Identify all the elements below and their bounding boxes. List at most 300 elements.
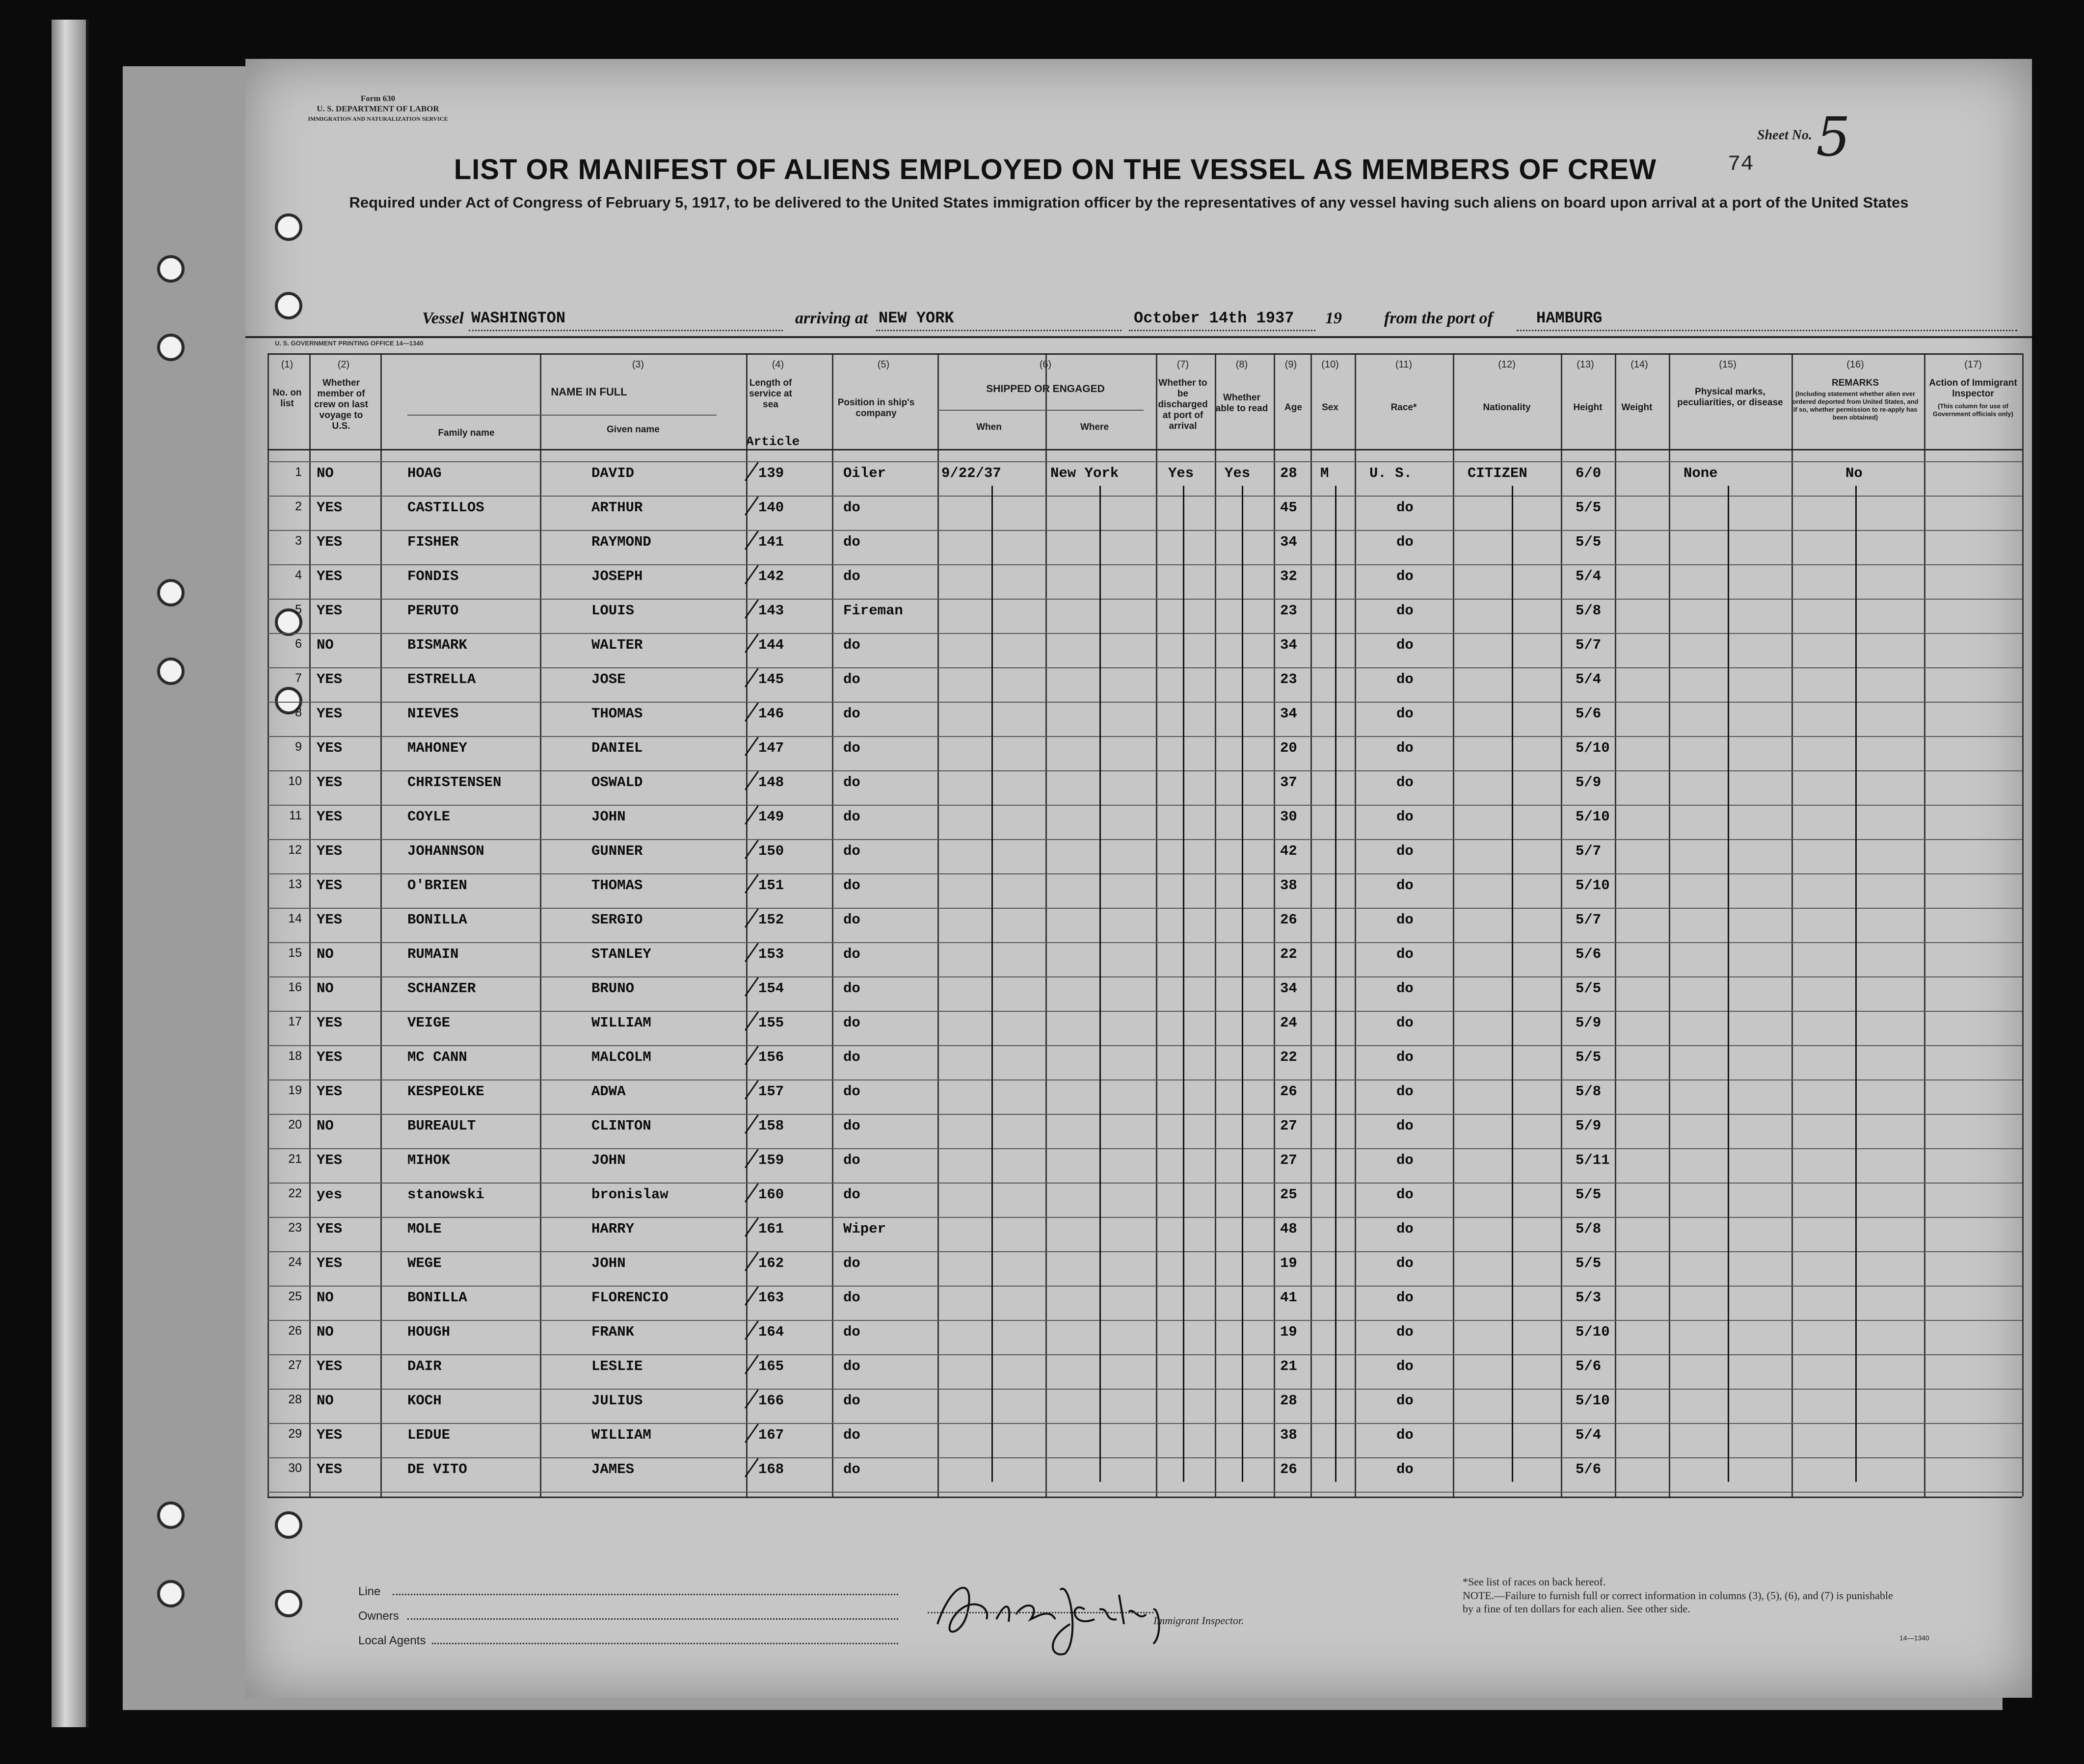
shipped-where: New York bbox=[1050, 465, 1119, 481]
ditto-stroke bbox=[991, 486, 993, 1482]
family-name: MC CANN bbox=[407, 1049, 467, 1065]
given-name: JOHN bbox=[591, 1255, 626, 1271]
row-number: 26 bbox=[288, 1324, 302, 1338]
row-rule bbox=[267, 496, 2022, 497]
member-last-voyage: YES bbox=[317, 534, 343, 550]
local-agents-field bbox=[432, 1643, 898, 1644]
given-name: STANLEY bbox=[591, 946, 651, 962]
column-number: (9) bbox=[1284, 359, 1297, 370]
family-name: ESTRELLA bbox=[407, 671, 476, 687]
row-number: 22 bbox=[288, 1186, 302, 1200]
age: 37 bbox=[1280, 774, 1297, 790]
race: do bbox=[1396, 1221, 1414, 1237]
column-rule bbox=[1791, 353, 1793, 1497]
family-name: FISHER bbox=[407, 534, 459, 550]
column-number: (1) bbox=[281, 359, 294, 370]
member-last-voyage: YES bbox=[317, 1152, 343, 1168]
family-name: RUMAIN bbox=[407, 946, 459, 962]
nationality: CITIZEN bbox=[1468, 465, 1527, 481]
position: do bbox=[843, 637, 860, 653]
punch-hole bbox=[157, 579, 185, 606]
given-name: JULIUS bbox=[591, 1393, 643, 1409]
vessel-label: Vessel bbox=[422, 309, 464, 327]
sex: M bbox=[1320, 465, 1329, 481]
column-rule bbox=[309, 353, 311, 1497]
article-number: 156 bbox=[758, 1049, 784, 1065]
member-last-voyage: YES bbox=[317, 603, 343, 619]
column-rule bbox=[1453, 353, 1454, 1497]
given-name: JAMES bbox=[591, 1461, 635, 1477]
ditto-stroke bbox=[1512, 486, 1513, 1482]
given-name: JOSE bbox=[591, 671, 626, 687]
row-rule bbox=[267, 564, 2022, 565]
age: 20 bbox=[1280, 740, 1297, 756]
position: do bbox=[843, 706, 860, 722]
line-field bbox=[393, 1594, 898, 1595]
given-name: WILLIAM bbox=[591, 1015, 651, 1031]
row-number: 16 bbox=[288, 980, 302, 994]
punch-hole bbox=[275, 213, 302, 241]
article-number: 160 bbox=[758, 1186, 784, 1203]
race: do bbox=[1396, 1358, 1414, 1374]
row-number: 28 bbox=[288, 1393, 302, 1406]
given-name: BRUNO bbox=[591, 980, 635, 997]
hdr-no-on-list: No. on list bbox=[272, 388, 302, 409]
row-number: 23 bbox=[288, 1221, 302, 1235]
given-name: bronislaw bbox=[591, 1186, 668, 1203]
header-top-rule bbox=[267, 353, 2022, 355]
row-rule bbox=[267, 1354, 2022, 1355]
member-last-voyage: NO bbox=[317, 637, 334, 653]
hdr-when: When bbox=[976, 422, 1002, 432]
local-agents-label: Local Agents bbox=[358, 1634, 426, 1647]
member-last-voyage: YES bbox=[317, 1255, 343, 1271]
family-name: SCHANZER bbox=[407, 980, 476, 997]
race: do bbox=[1396, 1324, 1414, 1340]
punch-hole bbox=[157, 1501, 185, 1529]
article-number: 154 bbox=[758, 980, 784, 997]
arrival-date: October 14th 1937 bbox=[1134, 309, 1294, 327]
given-name: WALTER bbox=[591, 637, 643, 653]
article-number: 146 bbox=[758, 706, 784, 722]
height: 5/10 bbox=[1576, 877, 1610, 894]
position: do bbox=[843, 1255, 860, 1271]
height: 6/0 bbox=[1576, 465, 1602, 481]
family-name: MAHONEY bbox=[407, 740, 467, 756]
height: 5/8 bbox=[1576, 1083, 1602, 1100]
given-name: JOHN bbox=[591, 809, 626, 825]
row-rule bbox=[267, 942, 2022, 943]
family-name: KOCH bbox=[407, 1393, 442, 1409]
row-rule bbox=[267, 1423, 2022, 1424]
member-last-voyage: NO bbox=[317, 1324, 334, 1340]
height: 5/6 bbox=[1576, 946, 1602, 962]
given-name: DAVID bbox=[591, 465, 635, 481]
row-rule bbox=[267, 805, 2022, 806]
member-last-voyage: YES bbox=[317, 500, 343, 516]
member-last-voyage: NO bbox=[317, 465, 334, 481]
page-number: 74 bbox=[1728, 152, 1754, 177]
age: 22 bbox=[1280, 1049, 1297, 1065]
column-number: (5) bbox=[877, 359, 890, 370]
position: do bbox=[843, 809, 860, 825]
position: do bbox=[843, 1393, 860, 1409]
given-name: DANIEL bbox=[591, 740, 643, 756]
member-last-voyage: YES bbox=[317, 877, 343, 894]
family-name: FONDIS bbox=[407, 568, 459, 584]
family-name: HOUGH bbox=[407, 1324, 451, 1340]
race: do bbox=[1396, 1015, 1414, 1031]
race: do bbox=[1396, 1152, 1414, 1168]
member-last-voyage: YES bbox=[317, 1083, 343, 1100]
height: 5/8 bbox=[1576, 1221, 1602, 1237]
member-last-voyage: YES bbox=[317, 774, 343, 790]
family-name: BUREAULT bbox=[407, 1118, 476, 1134]
member-last-voyage: NO bbox=[317, 980, 334, 997]
article-number: 164 bbox=[758, 1324, 784, 1340]
age: 19 bbox=[1280, 1255, 1297, 1271]
hdr-physical: Physical marks, peculiarities, or disease bbox=[1677, 387, 1783, 408]
ditto-stroke bbox=[1855, 486, 1857, 1482]
position: do bbox=[843, 774, 860, 790]
column-number: (15) bbox=[1719, 359, 1737, 370]
article-number: 167 bbox=[758, 1427, 784, 1443]
race: do bbox=[1396, 671, 1414, 687]
position: Fireman bbox=[843, 603, 903, 619]
vessel-name: WASHINGTON bbox=[471, 309, 566, 327]
given-name: GUNNER bbox=[591, 843, 643, 859]
column-rule bbox=[1669, 353, 1670, 1497]
member-last-voyage: YES bbox=[317, 1358, 343, 1374]
column-number: (4) bbox=[772, 359, 784, 370]
height: 5/10 bbox=[1576, 1393, 1610, 1409]
family-name: DE VITO bbox=[407, 1461, 467, 1477]
row-rule bbox=[267, 873, 2022, 874]
row-rule bbox=[267, 839, 2022, 840]
given-name: RAYMOND bbox=[591, 534, 651, 550]
column-number: (7) bbox=[1176, 359, 1189, 370]
family-name: CASTILLOS bbox=[407, 500, 484, 516]
hdr-age: Age bbox=[1284, 402, 1302, 413]
family-name: CHRISTENSEN bbox=[407, 774, 502, 790]
row-number: 5 bbox=[295, 603, 302, 616]
age: 30 bbox=[1280, 809, 1297, 825]
family-name: BONILLA bbox=[407, 1290, 467, 1306]
age: 22 bbox=[1280, 946, 1297, 962]
row-number: 4 bbox=[295, 568, 302, 582]
row-number: 9 bbox=[295, 740, 302, 754]
height: 5/4 bbox=[1576, 1427, 1602, 1443]
column-rule bbox=[832, 353, 833, 1497]
column-rule bbox=[1045, 353, 1047, 1497]
family-name: MOLE bbox=[407, 1221, 442, 1237]
position: do bbox=[843, 946, 860, 962]
row-rule bbox=[267, 1457, 2022, 1458]
age: 48 bbox=[1280, 1221, 1297, 1237]
age: 34 bbox=[1280, 980, 1297, 997]
age: 32 bbox=[1280, 568, 1297, 584]
position: Oiler bbox=[843, 465, 886, 481]
article-number: 159 bbox=[758, 1152, 784, 1168]
hdr-where: Where bbox=[1080, 422, 1109, 432]
physical-marks: None bbox=[1683, 465, 1718, 481]
column-number: (3) bbox=[632, 359, 644, 370]
punch-hole bbox=[157, 334, 185, 361]
article-number: 150 bbox=[758, 843, 784, 859]
member-last-voyage: yes bbox=[317, 1186, 343, 1203]
row-number: 25 bbox=[288, 1290, 302, 1303]
row-rule bbox=[267, 1045, 2022, 1046]
age: 28 bbox=[1280, 1393, 1297, 1409]
article-number: 151 bbox=[758, 877, 784, 894]
column-number: (10) bbox=[1321, 359, 1339, 370]
row-rule bbox=[267, 530, 2022, 531]
row-number: 27 bbox=[288, 1358, 302, 1372]
family-name: DAIR bbox=[407, 1358, 442, 1374]
age: 26 bbox=[1280, 1083, 1297, 1100]
race: U. S. bbox=[1369, 465, 1413, 481]
hdr-nationality: Nationality bbox=[1483, 402, 1531, 413]
column-rule bbox=[1215, 353, 1216, 1497]
member-last-voyage: YES bbox=[317, 1049, 343, 1065]
age: 19 bbox=[1280, 1324, 1297, 1340]
position: do bbox=[843, 877, 860, 894]
height: 5/5 bbox=[1576, 500, 1602, 516]
member-last-voyage: YES bbox=[317, 809, 343, 825]
race: do bbox=[1396, 946, 1414, 962]
race: do bbox=[1396, 637, 1414, 653]
race: do bbox=[1396, 740, 1414, 756]
hdr-remarks-note: (Including statement whether alien ever ordered deported from United States, and if so, whether permission to re-apply has been obtained) bbox=[1792, 390, 1919, 421]
position: do bbox=[843, 1152, 860, 1168]
header-bottom-rule bbox=[267, 449, 2022, 450]
row-number: 11 bbox=[289, 809, 302, 822]
position: do bbox=[843, 1461, 860, 1477]
column-rule bbox=[1274, 353, 1275, 1497]
race: do bbox=[1396, 1049, 1414, 1065]
printing-note: U. S. GOVERNMENT PRINTING OFFICE 14—1340 bbox=[275, 340, 424, 347]
family-name: HOAG bbox=[407, 465, 442, 481]
height: 5/11 bbox=[1576, 1152, 1610, 1168]
ditto-stroke bbox=[1242, 486, 1243, 1482]
family-name: NIEVES bbox=[407, 706, 459, 722]
member-last-voyage: YES bbox=[317, 1461, 343, 1477]
given-name: THOMAS bbox=[591, 877, 643, 894]
race: do bbox=[1396, 1255, 1414, 1271]
line-label: Line bbox=[358, 1585, 381, 1598]
family-name: PERUTO bbox=[407, 603, 459, 619]
hdr-able-read: Whether able to read bbox=[1215, 393, 1268, 414]
age: 28 bbox=[1280, 465, 1297, 481]
row-number: 29 bbox=[288, 1427, 302, 1441]
arriving-port: NEW YORK bbox=[879, 309, 954, 327]
row-number: 6 bbox=[295, 637, 302, 651]
position: do bbox=[843, 534, 860, 550]
column-rule bbox=[1615, 353, 1616, 1497]
given-name: SERGIO bbox=[591, 912, 643, 928]
row-rule bbox=[267, 736, 2022, 737]
position: do bbox=[843, 500, 860, 516]
height: 5/5 bbox=[1576, 1255, 1602, 1271]
family-name: MIHOK bbox=[407, 1152, 451, 1168]
column-rule bbox=[540, 353, 541, 1497]
form-reference bbox=[304, 93, 452, 124]
column-number: (16) bbox=[1846, 359, 1864, 370]
race: do bbox=[1396, 500, 1414, 516]
row-rule bbox=[267, 1251, 2022, 1252]
hdr-article: Article bbox=[746, 434, 800, 449]
age: 38 bbox=[1280, 877, 1297, 894]
punch-hole bbox=[275, 1511, 302, 1539]
hdr-height: Height bbox=[1573, 402, 1603, 413]
hdr-weight: Weight bbox=[1621, 402, 1653, 413]
article-number: 168 bbox=[758, 1461, 784, 1477]
row-number: 20 bbox=[288, 1118, 302, 1132]
row-rule bbox=[267, 1492, 2022, 1493]
document-subtitle: Required under Act of Congress of February 5, 1917, to be delivered to the United States immigration officer by the representatives of any vessel having such aliens on board upon arrival at a port of the United States bbox=[349, 194, 1909, 211]
family-name: WEGE bbox=[407, 1255, 442, 1271]
position: Wiper bbox=[843, 1221, 886, 1237]
article-number: 140 bbox=[758, 500, 784, 516]
discharged-at-arrival: Yes bbox=[1168, 465, 1194, 481]
age: 24 bbox=[1280, 1015, 1297, 1031]
punch-hole bbox=[275, 292, 302, 319]
able-to-read: Yes bbox=[1225, 465, 1251, 481]
race: do bbox=[1396, 603, 1414, 619]
row-number: 2 bbox=[295, 500, 302, 513]
row-rule bbox=[267, 1079, 2022, 1080]
position: do bbox=[843, 1015, 860, 1031]
hdr-discharged: Whether to be discharged at port of arrival bbox=[1158, 378, 1208, 431]
given-name: FLORENCIO bbox=[591, 1290, 668, 1306]
height: 5/9 bbox=[1576, 774, 1602, 790]
member-last-voyage: YES bbox=[317, 706, 343, 722]
sheet-label: Sheet No. bbox=[1757, 128, 1812, 143]
article-number: 141 bbox=[758, 534, 784, 550]
race: do bbox=[1396, 774, 1414, 790]
position: do bbox=[843, 1290, 860, 1306]
article-number: 149 bbox=[758, 809, 784, 825]
hdr-member: Whether member of crew on last voyage to U.S. bbox=[314, 378, 368, 431]
age: 21 bbox=[1280, 1358, 1297, 1374]
height: 5/9 bbox=[1576, 1118, 1602, 1134]
article-number: 165 bbox=[758, 1358, 784, 1374]
position: do bbox=[843, 1118, 860, 1134]
age: 42 bbox=[1280, 843, 1297, 859]
given-name: JOSEPH bbox=[591, 568, 643, 584]
column-number: (12) bbox=[1498, 359, 1516, 370]
column-number: (14) bbox=[1630, 359, 1648, 370]
family-name: stanowski bbox=[407, 1186, 484, 1203]
hdr-given-name: Given name bbox=[607, 424, 660, 435]
given-name: ADWA bbox=[591, 1083, 626, 1100]
column-number: (11) bbox=[1395, 359, 1413, 370]
position: do bbox=[843, 671, 860, 687]
row-number: 17 bbox=[288, 1015, 302, 1028]
height: 5/8 bbox=[1576, 603, 1602, 619]
row-number: 8 bbox=[295, 706, 302, 719]
hdr-race: Race* bbox=[1390, 402, 1417, 413]
form-rule bbox=[245, 336, 2032, 338]
family-name: COYLE bbox=[407, 809, 451, 825]
row-number: 18 bbox=[288, 1049, 302, 1063]
hdr-sex: Sex bbox=[1322, 402, 1338, 413]
column-rule bbox=[2022, 353, 2024, 1497]
name-subheader-rule bbox=[407, 415, 717, 416]
member-last-voyage: YES bbox=[317, 671, 343, 687]
race: do bbox=[1396, 912, 1414, 928]
article-number: 161 bbox=[758, 1221, 784, 1237]
inspector-label: Immigrant Inspector. bbox=[1153, 1614, 1244, 1627]
row-rule bbox=[267, 976, 2022, 977]
article-number: 143 bbox=[758, 603, 784, 619]
position: do bbox=[843, 568, 860, 584]
row-number: 12 bbox=[288, 843, 302, 857]
height: 5/4 bbox=[1576, 568, 1602, 584]
given-name: MALCOLM bbox=[591, 1049, 651, 1065]
height: 5/6 bbox=[1576, 1461, 1602, 1477]
race: do bbox=[1396, 1083, 1414, 1100]
race: do bbox=[1396, 1290, 1414, 1306]
height: 5/5 bbox=[1576, 1186, 1602, 1203]
document-title: LIST OR MANIFEST OF ALIENS EMPLOYED ON THE VESSEL AS MEMBERS OF CREW bbox=[454, 154, 1657, 185]
hdr-length-service: Length of service at sea bbox=[749, 378, 792, 410]
height: 5/5 bbox=[1576, 1049, 1602, 1065]
age: 34 bbox=[1280, 637, 1297, 653]
ditto-stroke bbox=[1099, 486, 1101, 1482]
race: do bbox=[1396, 877, 1414, 894]
position: do bbox=[843, 1358, 860, 1374]
owners-field bbox=[407, 1618, 898, 1620]
family-name: VEIGE bbox=[407, 1015, 451, 1031]
row-rule bbox=[267, 599, 2022, 600]
year-label: 19 bbox=[1325, 309, 1342, 327]
given-name: THOMAS bbox=[591, 706, 643, 722]
given-name: HARRY bbox=[591, 1221, 635, 1237]
position: do bbox=[843, 912, 860, 928]
shipped-when: 9/22/37 bbox=[941, 465, 1001, 481]
column-rule bbox=[1156, 353, 1157, 1497]
age: 27 bbox=[1280, 1118, 1297, 1134]
ditto-stroke bbox=[1335, 486, 1336, 1482]
inspector-signature bbox=[923, 1560, 1217, 1659]
department: U. S. DEPARTMENT OF LABOR bbox=[317, 104, 439, 113]
form-code: 14—1340 bbox=[1899, 1634, 1929, 1642]
height: 5/7 bbox=[1576, 637, 1602, 653]
row-rule bbox=[267, 1320, 2022, 1321]
column-rule bbox=[1355, 353, 1356, 1497]
height: 5/6 bbox=[1576, 706, 1602, 722]
column-rule bbox=[1924, 353, 1925, 1497]
article-number: 142 bbox=[758, 568, 784, 584]
member-last-voyage: YES bbox=[317, 1015, 343, 1031]
race: do bbox=[1396, 1427, 1414, 1443]
punch-hole bbox=[275, 1590, 302, 1617]
row-rule bbox=[267, 1148, 2022, 1149]
hdr-action-note: (This column for use of Government officials only) bbox=[1933, 402, 2013, 418]
position: do bbox=[843, 1049, 860, 1065]
height: 5/10 bbox=[1576, 1324, 1610, 1340]
from-label: from the port of bbox=[1384, 309, 1493, 327]
row-number: 10 bbox=[288, 774, 302, 788]
age: 27 bbox=[1280, 1152, 1297, 1168]
age: 34 bbox=[1280, 706, 1297, 722]
form-number: Form 630 bbox=[360, 94, 396, 103]
row-rule bbox=[267, 1389, 2022, 1390]
row-number: 3 bbox=[295, 534, 302, 548]
height: 5/9 bbox=[1576, 1015, 1602, 1031]
row-number: 1 bbox=[295, 465, 302, 479]
